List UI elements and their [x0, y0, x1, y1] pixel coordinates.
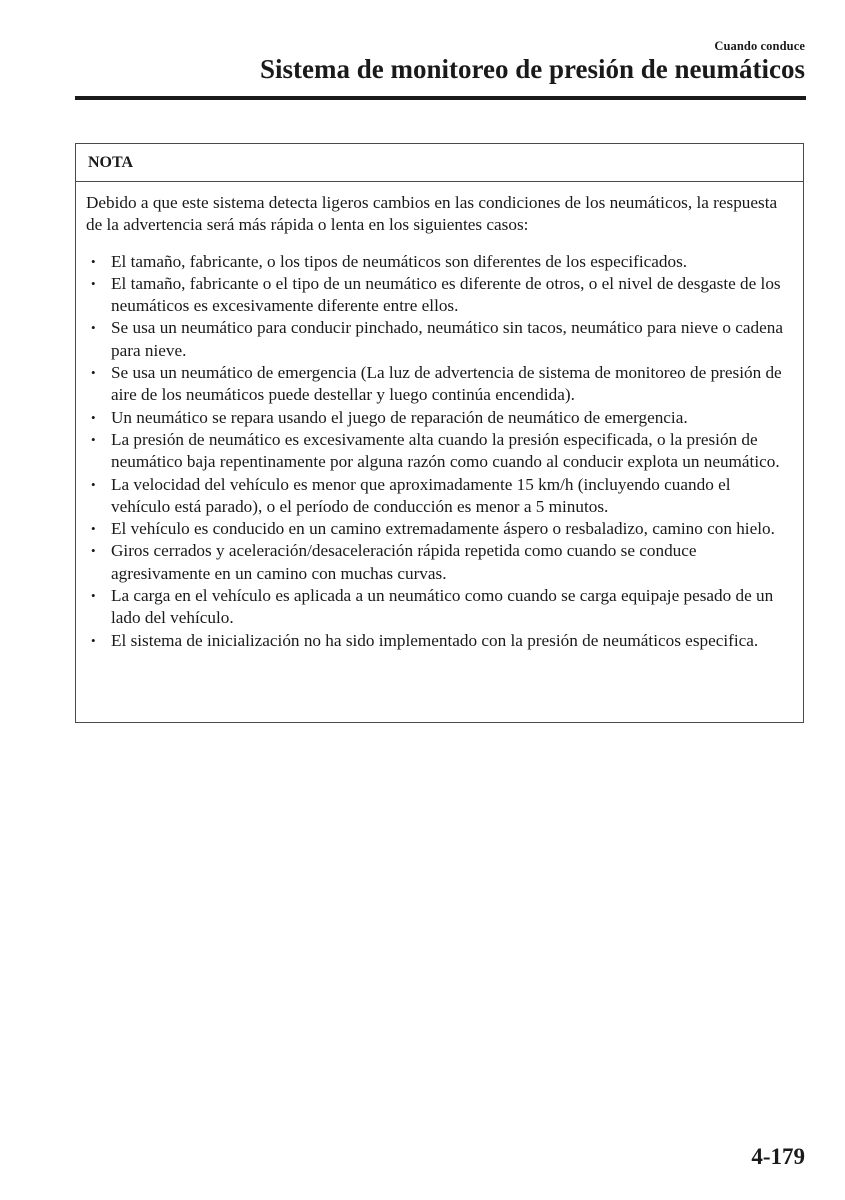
list-item-text: El tamaño, fabricante o el tipo de un neumático es diferente de otros, o el nivel de desgaste de los neumáticos es excesivamente diferente entre ellos. [111, 273, 781, 316]
list-item [86, 407, 793, 429]
title-rule [75, 96, 806, 100]
note-body [76, 182, 803, 652]
list-item-text: La carga en el vehículo es aplicada a un neumático como cuando se carga equipaje pesado de un lado del vehículo. [111, 586, 774, 628]
bullet-icon: • [91, 588, 96, 604]
list-item-text: La velocidad del vehículo es menor que aproximadamente 15 km/h (incluyendo cuando el vehículo está parado), o el período de conducción es menor a 5 minutos. [111, 474, 731, 516]
note-list [86, 251, 793, 652]
list-item [86, 630, 793, 652]
bullet-icon: • [91, 543, 96, 559]
bullet-icon: • [91, 275, 96, 291]
bullet-icon: • [91, 253, 96, 269]
list-item-text: Se usa un neumático de emergencia (La luz de advertencia de sistema de monitoreo de presión de aire de los neumáticos puede destellar y luego continúa encendida). [111, 363, 782, 405]
page-title: Sistema de monitoreo de presión de neumáticos [260, 54, 805, 84]
list-item [86, 518, 793, 540]
list-item-text: Un neumático se repara usando el juego de reparación de neumático de emergencia. [111, 407, 688, 427]
list-item [86, 474, 793, 519]
list-item [86, 429, 793, 474]
list-item [86, 251, 793, 273]
bullet-icon: • [91, 521, 96, 537]
list-item [86, 317, 793, 362]
bullet-icon: • [91, 320, 96, 336]
list-item-text: Giros cerrados y aceleración/desaceleración rápida repetida como cuando se conduce agresivamente en un camino con muchas curvas. [111, 541, 697, 583]
section-label: Cuando conduce [714, 39, 805, 53]
bullet-icon: • [91, 431, 96, 447]
list-item [86, 362, 793, 407]
note-intro: Debido a que este sistema detecta ligeros cambios en las condiciones de los neumáticos, la respuesta de la advertencia será más rápida o lenta en los siguientes casos: [86, 193, 778, 235]
note-heading: NOTA [76, 144, 803, 182]
bullet-icon: • [91, 365, 96, 381]
list-item-text: El vehículo es conducido en un camino extremadamente áspero o resbaladizo, camino con hielo. [111, 519, 775, 539]
bullet-icon: • [91, 409, 96, 425]
page-number: 4-179 [751, 1144, 805, 1169]
list-item [86, 273, 793, 318]
bullet-icon: • [91, 476, 96, 492]
list-item-text: El tamaño, fabricante, o los tipos de neumáticos son diferentes de los especificados. [111, 251, 688, 271]
note-box [75, 143, 804, 723]
list-item-text: La presión de neumático es excesivamente alta cuando la presión especificada, o la presión de neumático baja repentinamente por alguna razón como cuando al conducir explota un neumático. [111, 429, 780, 472]
list-item [86, 585, 793, 630]
list-item-text: El sistema de inicialización no ha sido implementado con la presión de neumáticos especifica. [111, 630, 759, 650]
bullet-icon: • [91, 632, 96, 648]
list-item-text: Se usa un neumático para conducir pinchado, neumático sin tacos, neumático para nieve o cadena para nieve. [111, 318, 783, 360]
list-item [86, 540, 793, 585]
